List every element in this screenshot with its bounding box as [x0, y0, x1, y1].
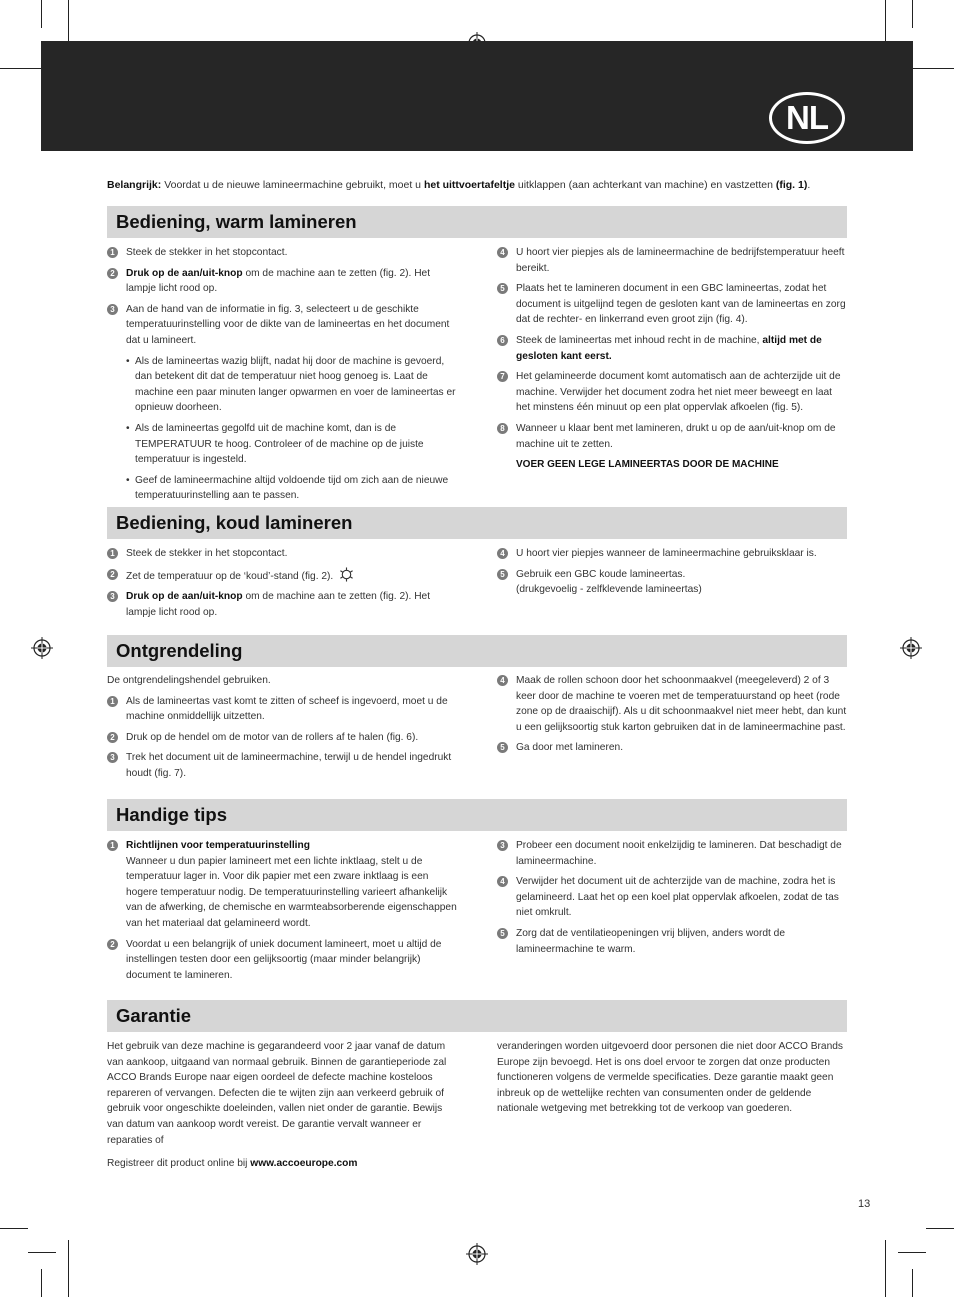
bullet-item — [107, 354, 457, 416]
crop-mark — [41, 0, 42, 28]
bullet-text: Als de lamineertas gegolfd uit de machine komt, dan is de TEMPERATUUR te hoog. Controleer of de machine op de juiste temperatuur is ingesteld. — [135, 422, 424, 466]
registration-mark-icon — [466, 1243, 488, 1265]
item-text: Verwijder het document uit de achterzijde van de machine, zodra het is gelamineerd. Laat het op een koel plat oppervlak afkoelen, zodat de tas niet omkrult. — [516, 876, 839, 919]
item-text: Zet de temperatuur op de ‘koud’-stand (fig. 2). — [126, 570, 334, 582]
item-text: Steek de lamineertas met inhoud recht in de machine, — [516, 334, 763, 346]
item-text: U hoort vier piepjes als de lamineermachine de bedrijfstemperatuur heeft bereikt. — [516, 247, 845, 274]
list-item — [497, 546, 847, 562]
list-item — [107, 302, 457, 349]
bullet-dot-icon: • — [126, 474, 130, 486]
crop-mark — [41, 1269, 42, 1297]
unlock-right-column — [497, 673, 847, 761]
list-item — [497, 369, 847, 416]
step-number: 3 — [107, 304, 118, 315]
list-item — [107, 730, 457, 746]
item-text: om de machine aan te zetten (fig. 2). Het lampje licht rood op. — [126, 591, 431, 618]
website-link[interactable]: www.accoeurope.com — [250, 1158, 358, 1170]
step-number: 1 — [107, 840, 118, 851]
list-item — [107, 937, 457, 984]
item-text: Druk op de hendel om de motor van de rollers af te halen (fig. 6). — [126, 731, 419, 743]
item-text: (drukgevoelig - zelfklevende lamineertas) — [516, 584, 702, 596]
list-item — [107, 838, 457, 932]
intro-fig: (fig. 1) — [775, 179, 808, 191]
register-line — [107, 1156, 452, 1172]
crop-mark — [0, 1228, 28, 1229]
item-text: Wanneer u dun papier lamineert met een lichte inktlaag, stelt u de temperatuur lager in. Voor dik papier met een zware inktlaag is een hogere temperatuur nodig. De temperatuurinstelling varieert afhankelijk van de afwerking, de chemische en warmteabsorberende eigenschappen van het materiaal dat gelamineerd wordt. — [126, 855, 457, 929]
crop-mark — [926, 1228, 954, 1229]
warm-right-column — [497, 245, 847, 473]
step-number: 3 — [107, 752, 118, 763]
list-item — [497, 673, 847, 735]
intro-end: . — [807, 179, 811, 191]
step-number: 4 — [497, 548, 508, 559]
item-text: Steek de stekker in het stopcontact. — [126, 548, 288, 559]
item-bold: Druk op de aan/uit-knop — [126, 591, 243, 603]
step-number: 2 — [107, 732, 118, 743]
section-title-unlock: Ontgrendeling — [107, 635, 847, 667]
step-number: 2 — [107, 569, 118, 580]
cold-left-column — [107, 546, 457, 625]
list-item — [497, 838, 847, 869]
item-text: Als de lamineertas vast komt te zitten of scheef is ingevoerd, moet u de machine onmiddellijk uitzetten. — [126, 695, 448, 723]
warning-text: VOER GEEN LEGE LAMINEERTAS DOOR DE MACHINE — [516, 459, 779, 471]
bullet-text: Als de lamineertas wazig blijft, nadat hij door de machine is gevoerd, dan betekent dit dat de temperatuur niet hoog genoeg is. Laat de machine een paar minuten langer opwarmen en voer de lamineertas er opnieuw doorheen. — [135, 355, 456, 414]
list-item — [107, 567, 457, 585]
language-badge: NL — [769, 92, 845, 144]
item-text: Het gelamineerde document komt automatisch aan de achterzijde uit de machine. Verwijder het document zodra het niet meer beweegt en laat het minstens één minuut op een plat oppervlak afkoelen (fig. 5). — [516, 371, 841, 414]
intro-note — [107, 178, 847, 192]
bullet-item — [107, 421, 457, 468]
item-text: Steek de stekker in het stopcontact. — [126, 247, 288, 258]
warranty-text: veranderingen worden uitgevoerd door personen die niet door ACCO Brands Europe zijn bevoegd. Het is ons doel ervoor te zorgen dat onze producten functioneren volgens de vermelde specificaties. Deze garantie maakt geen inbreuk op de wettelijke rechten van consumenten onder de geldende nationale wetgeving met betrekking tot de verkoop van goederen. — [497, 1041, 844, 1115]
lead-text: De ontgrendelingshendel gebruiken. — [107, 675, 271, 686]
step-number: 4 — [497, 876, 508, 887]
item-text: Ga door met lamineren. — [516, 742, 624, 754]
bullet-dot-icon: • — [126, 422, 130, 434]
cold-right-column — [497, 546, 847, 603]
step-number: 4 — [497, 675, 508, 686]
registration-mark-icon — [900, 637, 922, 659]
item-text: Trek het document uit de lamineermachine, terwijl u de hendel ingedrukt houdt (fig. 7). — [126, 752, 452, 779]
step-number: 1 — [107, 247, 118, 258]
item-text: Aan de hand van de informatie in fig. 3, selecteert u de geschikte temperatuurinstelling voor de dikte van de lamineertas en het document dat u lamineert. — [126, 303, 450, 346]
item-text: Probeer een document nooit enkelzijdig te lamineren. Dat beschadigt de lamineermachine. — [516, 840, 842, 867]
item-text: Maak de rollen schoon door het schoonmaakvel (meegeleverd) 2 of 3 keer door de machine te voeren met de temperatuurstand op heet (rode zone op de draaischijf). Als u dit schoonmaakvel niet meer hebt, dan kunt u een gelijksoortig stuk karton gebruiken dat in de lamineermachine past. — [516, 675, 847, 733]
step-number: 2 — [107, 939, 118, 950]
list-item — [107, 694, 457, 725]
section-title-cold: Bediening, koud lamineren — [107, 507, 847, 539]
list-item — [497, 333, 847, 364]
list-item — [497, 740, 847, 756]
step-number: 5 — [497, 928, 508, 939]
step-number: 6 — [497, 335, 508, 346]
snowflake-icon — [339, 567, 354, 582]
step-number: 4 — [497, 247, 508, 258]
intro-label: Belangrijk: — [107, 179, 162, 191]
step-number: 3 — [107, 591, 118, 602]
list-item — [107, 589, 457, 620]
step-number: 5 — [497, 283, 508, 294]
crop-mark — [912, 0, 913, 28]
bullet-item — [107, 473, 457, 504]
warm-left-column — [107, 245, 457, 509]
item-text: Zorg dat de ventilatieopeningen vrij blijven, anders wordt de lamineermachine te warm. — [516, 927, 785, 955]
step-number: 2 — [107, 268, 118, 279]
tips-left-column — [107, 838, 457, 988]
intro-text: Voordat u de nieuwe lamineermachine gebruikt, moet u — [164, 179, 424, 191]
item-text: Gebruik een GBC koude lamineertas. — [516, 568, 686, 580]
crop-mark — [28, 1252, 56, 1253]
list-item — [107, 266, 457, 297]
step-number: 8 — [497, 423, 508, 434]
registration-mark-icon — [31, 637, 53, 659]
step-number: 1 — [107, 548, 118, 559]
crop-mark — [68, 1240, 69, 1297]
item-text: Wanneer u klaar bent met lamineren, drukt u op de aan/uit-knop om de machine uit te zetten. — [516, 422, 836, 450]
item-text: Voordat u een belangrijk of uniek document lamineert, moet u altijd de instellingen testen door een gelijksoortig (maar minder belangrijk) document te lamineren. — [126, 938, 442, 981]
section-title-warm: Bediening, warm lamineren — [107, 206, 847, 238]
list-item — [107, 245, 457, 261]
bullet-dot-icon: • — [126, 355, 130, 367]
item-text: om de machine aan te zetten (fig. 2). Het lampje licht rood op. — [126, 267, 431, 295]
list-item — [497, 245, 847, 276]
section-title-tips: Handige tips — [107, 799, 847, 831]
tips-right-column — [497, 838, 847, 962]
list-item — [497, 567, 847, 598]
item-bold: Druk op de aan/uit-knop — [126, 267, 243, 279]
item-bold: altijd met de gesloten kant eerst. — [516, 334, 822, 362]
page-number: 13 — [858, 1198, 871, 1210]
list-item — [107, 546, 457, 562]
item-text: Plaats het te lamineren document in een GBC lamineertas, zodat het document is uitgelijnd tegen de gesloten kant van de lamineertas en zorg dat de rechter- en linkerrand even groot zijn (fig. 4). — [516, 283, 846, 326]
warranty-left-column — [107, 1039, 452, 1172]
unlock-left-column — [107, 673, 457, 787]
crop-mark — [0, 68, 28, 69]
intro-bold: het uittvoertafeltje — [423, 179, 515, 191]
step-number: 1 — [107, 696, 118, 707]
list-item — [497, 926, 847, 957]
item-text: U hoort vier piepjes wanneer de lamineermachine gebruiksklaar is. — [516, 548, 817, 559]
step-number: 5 — [497, 742, 508, 753]
section-title-warranty: Garantie — [107, 1000, 847, 1032]
bullet-text: Geef de lamineermachine altijd voldoende tijd om zich aan de nieuwe temperatuurinstelling aan te passen. — [135, 474, 449, 502]
crop-mark — [912, 1269, 913, 1297]
list-item — [497, 281, 847, 328]
step-number: 7 — [497, 371, 508, 382]
warranty-text: Het gebruik van deze machine is gegarandeerd voor 2 jaar vanaf de datum van aankoop, uitgaand van normaal gebruik. Binnen de garantieperiode zal ACCO Brands Europe naar eigen oordeel de defecte machine kosteloos repareren of vervangen. Defecten die te wijten zijn aan verkeerd gebruik of gebruik voor ongeschikte doeleinden, vallen niet onder de garantie. Bewijs van datum van aankoop wordt vereist. De garantie vervalt wanneer er reparaties of — [107, 1041, 447, 1146]
item-bold: Richtlijnen voor temperatuurinstelling — [126, 840, 310, 851]
list-item — [107, 750, 457, 781]
warranty-right-column — [497, 1039, 847, 1122]
step-number: 5 — [497, 569, 508, 580]
crop-mark — [926, 68, 954, 69]
list-item — [497, 421, 847, 452]
crop-mark — [885, 1240, 886, 1297]
crop-mark — [898, 1252, 926, 1253]
register-text: Registreer dit product online bij — [107, 1158, 251, 1170]
list-item — [497, 874, 847, 921]
intro-text: uitklappen (aan achterkant van machine) en vastzetten — [514, 179, 776, 191]
step-number: 3 — [497, 840, 508, 851]
